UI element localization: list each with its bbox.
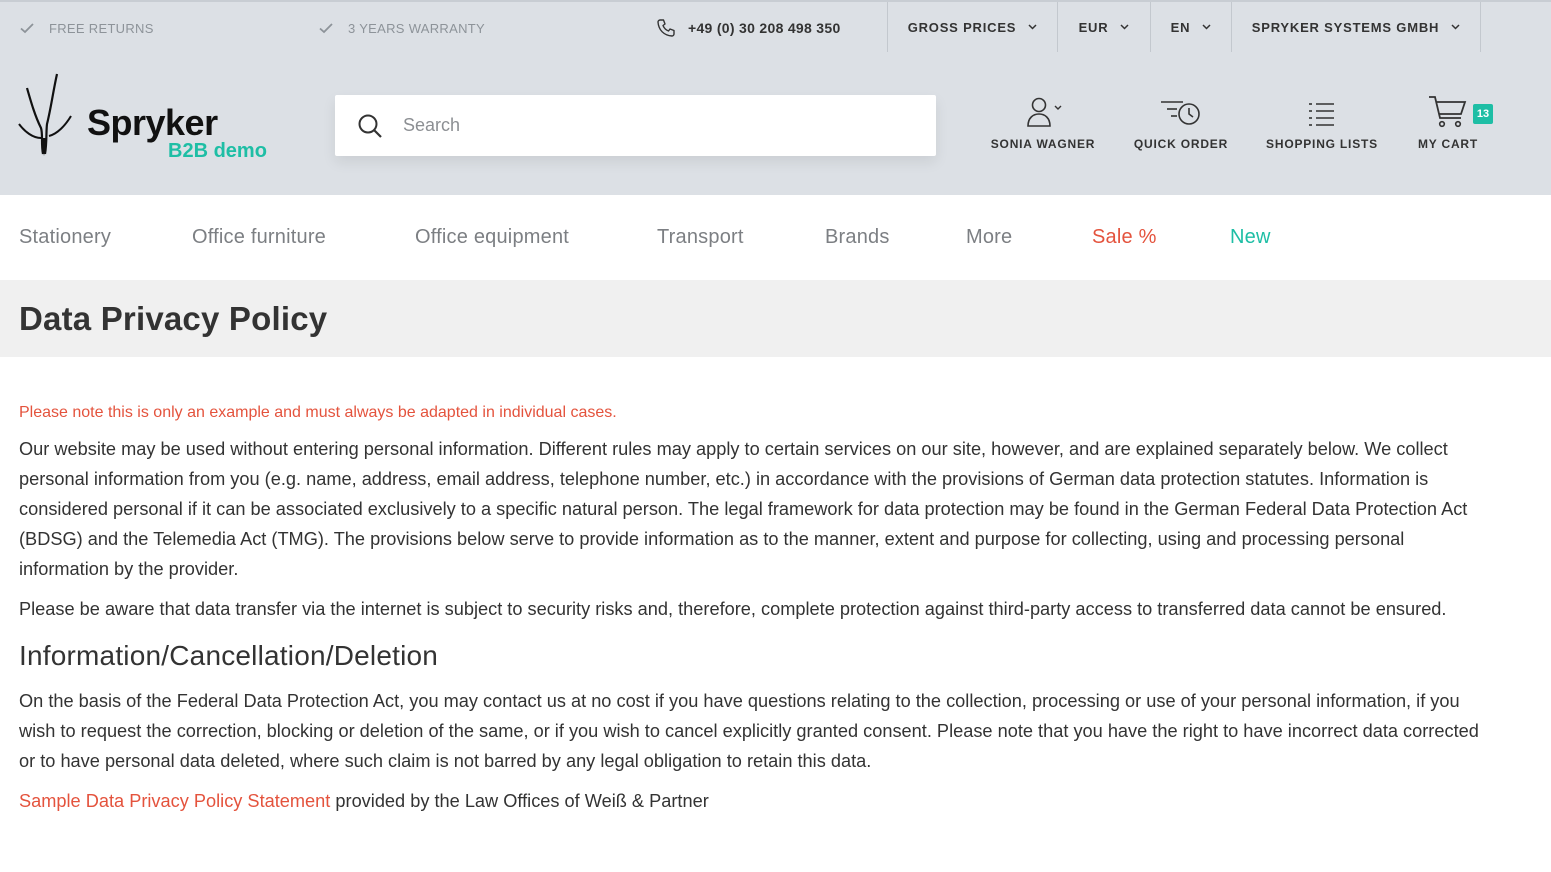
cart-link[interactable] (1408, 96, 1488, 151)
quick-order-link[interactable] (1132, 96, 1230, 151)
source-credit (19, 786, 1489, 816)
user-menu[interactable] (988, 96, 1098, 151)
logo[interactable] (17, 72, 277, 162)
check-icon (318, 20, 334, 36)
nav-transport[interactable]: Transport (657, 226, 744, 248)
category-navigation (0, 195, 1551, 280)
search-icon (357, 113, 383, 139)
chevron-down-icon (1120, 24, 1129, 30)
logo-wordmark: Spryker (87, 102, 218, 143)
price-mode-select[interactable]: GROSS PRICES (887, 2, 1057, 52)
nav-stationery[interactable]: Stationery (19, 226, 112, 248)
user-name: SONIA WAGNER (990, 137, 1096, 151)
cart-icon (1427, 94, 1469, 128)
cms-content (19, 400, 1489, 816)
chevron-down-icon (1028, 24, 1037, 30)
quick-order-label: QUICK ORDER (1133, 137, 1229, 151)
cart-count-badge: 13 (1473, 104, 1493, 124)
logo-subtitle: B2B demo (168, 140, 267, 162)
divider (1480, 2, 1481, 52)
shopping-lists-link[interactable] (1264, 96, 1380, 151)
search-box[interactable] (335, 95, 936, 156)
example-note: Please note this is only an example and must always be adapted in individual cases. (19, 404, 617, 421)
quick-order-icon (1159, 98, 1203, 128)
usp-free-returns: FREE RETURNS (19, 2, 154, 54)
usp-warranty: 3 YEARS WARRANTY (318, 2, 485, 54)
chevron-down-icon (1202, 24, 1211, 30)
nav-brands[interactable]: Brands (825, 226, 890, 248)
company-select[interactable]: SPRYKER SYSTEMS GMBH (1231, 2, 1480, 52)
page-title-bar (0, 280, 1551, 357)
paragraph: On the basis of the Federal Data Protection Act, you may contact us at no cost if you have questions relating to the collection, processing or use of your personal information, if you wish to request the correction, blocking or deletion of the same, or if you wish to cancel explicitly granted consent. Please note that you have the right to have incorrect data corrected or to have personal data deleted, where such claim is not barred by any legal obligation to retain this data. (19, 691, 1479, 771)
nav-office-equipment[interactable]: Office equipment (415, 226, 570, 248)
sample-policy-link[interactable]: Sample Data Privacy Policy Statement (19, 791, 331, 811)
antelope-logo (17, 72, 77, 158)
phone-icon (656, 18, 676, 38)
shopping-lists-label: SHOPPING LISTS (1266, 137, 1378, 151)
nav-new[interactable]: New (1230, 226, 1271, 248)
site-header (0, 52, 1551, 195)
currency-select[interactable]: EUR (1057, 2, 1150, 52)
nav-office-furniture[interactable]: Office furniture (192, 226, 327, 248)
cart-label: MY CART (1417, 137, 1479, 151)
nav-more[interactable]: More (966, 226, 1013, 248)
user-icon (1023, 96, 1063, 128)
top-bar (0, 0, 1551, 52)
check-icon (19, 20, 35, 36)
phone-number[interactable]: +49 (0) 30 208 498 350 (656, 2, 841, 54)
nav-sale[interactable]: Sale % (1092, 226, 1157, 248)
chevron-down-icon (1451, 24, 1460, 30)
page-title: Data Privacy Policy (19, 300, 328, 337)
search-input[interactable] (403, 95, 923, 156)
paragraph: Our website may be used without entering personal information. Different rules may apply to certain services on our site, however, and are explained separately below. We collect personal information from you (e.g. name, address, email address, telephone number, etc.) in accordance with the provisions of German data protection statutes. Information is considered personal if it can be associated exclusively to a specific natural person. The legal framework for data protection may be found in the German Federal Data Protection Act (BDSG) and the Telemedia Act (TMG). The provisions below serve to provide information as to the manner, extent and purpose for collecting, using and processing personal information by the provider. (19, 439, 1468, 579)
list-icon (1307, 100, 1337, 128)
section-heading: Information/Cancellation/Deletion (19, 640, 439, 671)
language-select[interactable]: EN (1150, 2, 1231, 52)
paragraph: Please be aware that data transfer via the internet is subject to security risks and, therefore, complete protection against third-party access to transferred data cannot be ensured. (19, 599, 1447, 619)
source-credit-text: provided by the Law Offices of Weiß & Partner (330, 791, 709, 811)
